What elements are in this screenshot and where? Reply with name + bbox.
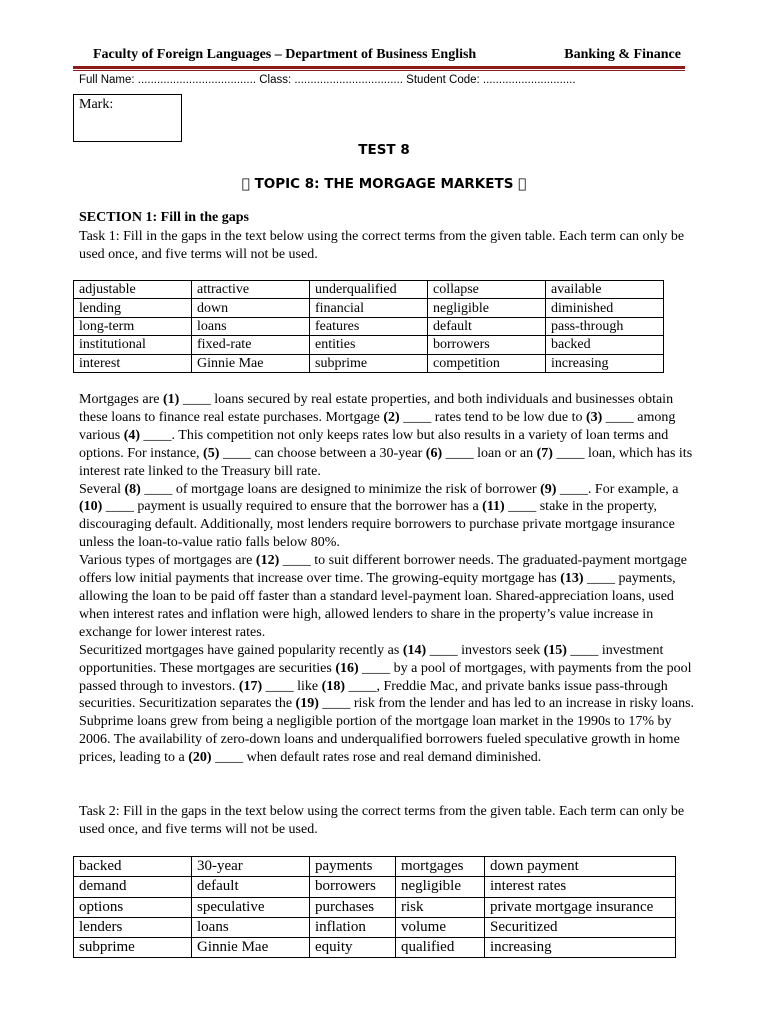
table-cell: speculative [192, 897, 310, 917]
table-cell: Securitized [485, 917, 676, 937]
table-row [74, 857, 676, 877]
gap-number: (12) [255, 553, 280, 569]
section-heading: SECTION 1: Fill in the gaps [79, 210, 249, 225]
table-cell: mortgages [396, 857, 485, 877]
passage-paragraph [79, 713, 695, 767]
passage-text: Several [79, 481, 125, 497]
gap-number: (16) [335, 660, 359, 676]
passage-paragraph [79, 481, 695, 553]
passage-paragraph [79, 642, 695, 714]
mark-box [73, 94, 182, 142]
table-cell: down [192, 299, 310, 317]
passage-text: ____ can choose between a 30-year [219, 445, 426, 461]
table-cell: interest [74, 354, 192, 372]
table-row [74, 299, 664, 317]
passage-text: Mortgages are [79, 392, 163, 407]
table-cell: fixed-rate [192, 336, 310, 354]
table-row [74, 917, 676, 937]
passage-text: ____ payment is usually required to ensure that the borrower has a [102, 499, 483, 515]
table-cell: lenders [74, 917, 192, 937]
gap-number: (15) [543, 642, 567, 658]
passage-text: Various types of mortgages are [79, 553, 256, 569]
table-row [74, 897, 676, 917]
student-info-line: Full Name: ..................................... Class: .................................. Student Code: ............................. [79, 74, 576, 86]
header-rule [73, 66, 685, 69]
table-cell: payments [310, 857, 396, 877]
task2-instructions: Task 2: Fill in the gaps in the text below using the correct terms from the given table. Each term can only be used once, and five terms will not be used. [79, 804, 685, 837]
passage-text: ____ among various [79, 409, 676, 443]
table-cell: pass-through [546, 317, 664, 335]
table-cell: competition [428, 354, 546, 372]
task1-terms-table [73, 280, 664, 373]
topic-title:   TOPIC 8: THE MORGAGE MARKETS   [241, 176, 527, 192]
passage-text: Subprime loans grew from being a negligible portion of the mortgage loan market in the 1990s to 17% by 2006. The availability of zero-down loans and underqualified borrowers fueled speculative growth in home prices, leading to a [79, 714, 680, 766]
table-cell: backed [74, 857, 192, 877]
table-cell: financial [310, 299, 428, 317]
table-cell: Ginnie Mae [192, 354, 310, 372]
gap-number: (19) [295, 696, 319, 712]
task1-passage [79, 391, 695, 767]
table-cell: inflation [310, 917, 396, 937]
table-cell: loans [192, 917, 310, 937]
table-cell: borrowers [310, 877, 396, 897]
gap-number: (6) [425, 445, 443, 461]
gap-number: (9) [540, 481, 557, 497]
passage-text: ____ of mortgage loans are designed to minimize the risk of borrower [140, 481, 541, 497]
passage-text: ____. For example, a [556, 481, 679, 497]
passage-text: ____ by a pool of mortgages, with payments from the pool passed through to investors. [79, 660, 692, 694]
table-row [74, 336, 664, 354]
table-cell: demand [74, 877, 192, 897]
table-cell: interest rates [485, 877, 676, 897]
table-row [74, 317, 664, 335]
passage-text: ____, Freddie Mac, and private banks issue pass-through securities. Securitization separates the [79, 678, 668, 712]
passage-text: ____ risk from the lender and has led to an increase in risky loans. [318, 696, 695, 712]
table-cell: features [310, 317, 428, 335]
table-cell: entities [310, 336, 428, 354]
header-department: Faculty of Foreign Languages – Department of Business English [93, 47, 477, 62]
passage-text: Securitized mortgages have gained popularity recently as [79, 642, 403, 658]
table-cell: volume [396, 917, 485, 937]
passage-text: ____ payments, allowing the loan to be paid off faster than a standard level-payment loan. Shared-appreciation loans, used when interest rates and inflation were high, allowed lenders to share in the property’s value increase in exchange for lower interest rates. [79, 571, 676, 640]
header-rule-thin [73, 70, 685, 71]
passage-text: ____ like [262, 678, 322, 694]
passage-paragraph [79, 552, 695, 642]
table-cell: negligible [396, 877, 485, 897]
table-cell: lending [74, 299, 192, 317]
table-row [74, 938, 676, 958]
table-cell: negligible [428, 299, 546, 317]
table-cell: Ginnie Mae [192, 938, 310, 958]
table-cell: increasing [546, 354, 664, 372]
header-subject: Banking & Finance [564, 47, 681, 62]
gap-number: (2) [383, 409, 400, 425]
table-cell: qualified [396, 938, 485, 958]
table-cell: borrowers [428, 336, 546, 354]
passage-text: ____ loans secured by real estate properties, and both individuals and businesses obtain these loans to finance real estate purchases. Mortgage [79, 392, 674, 425]
table-cell: down payment [485, 857, 676, 877]
table-row [74, 281, 664, 299]
task2-terms-table [73, 856, 676, 958]
passage-text: ____ investors seek [426, 642, 544, 658]
gap-number: (14) [402, 642, 427, 658]
gap-number: (7) [536, 445, 553, 461]
mark-label: Mark: [79, 97, 114, 112]
table-cell: purchases [310, 897, 396, 917]
table-cell: long-term [74, 317, 192, 335]
table-cell: default [428, 317, 546, 335]
table-cell: diminished [546, 299, 664, 317]
passage-text: ____ to suit different borrower needs. The graduated-payment mortgage offers low initial payments that increase over time. The growing-equity mortgage has [79, 553, 687, 587]
table-cell: increasing [485, 938, 676, 958]
passage-text: ____ loan or an [442, 445, 537, 461]
table-cell: risk [396, 897, 485, 917]
table-cell: institutional [74, 336, 192, 354]
table-row [74, 354, 664, 372]
passage-text: ____ stake in the property, discouraging default. Additionally, most lenders require borrowers to purchase private mortgage insurance unless the loan-to-value ratio falls below 80%. [79, 499, 675, 551]
passage-text: ____. This competition not only keeps rates low but also results in a variety of loan terms and options. For instance, [79, 427, 669, 461]
table-cell: subprime [74, 938, 192, 958]
table-cell: private mortgage insurance [485, 897, 676, 917]
task1-instructions: Task 1: Fill in the gaps in the text below using the correct terms from the given table. Each term can only be used once, and five terms will not be used. [79, 229, 685, 262]
table-cell: loans [192, 317, 310, 335]
gap-number: (18) [321, 678, 345, 694]
gap-number: (8) [124, 481, 141, 497]
passage-text: ____ loan, which has its interest rate linked to the Treasury bill rate. [79, 445, 693, 479]
passage-text: ____ when default rates rose and real demand diminished. [211, 750, 542, 766]
table-cell: backed [546, 336, 664, 354]
gap-number: (13) [560, 571, 584, 587]
table-cell: options [74, 897, 192, 917]
table-cell: default [192, 877, 310, 897]
table-cell: available [546, 281, 664, 299]
table-cell: 30-year [192, 857, 310, 877]
table-cell: attractive [192, 281, 310, 299]
passage-paragraph [79, 391, 695, 481]
gap-number: (5) [203, 445, 220, 461]
passage-text: ____ investment opportunities. These mortgages are securities [79, 642, 664, 676]
gap-number: (17) [238, 678, 263, 694]
gap-number: (1) [162, 392, 180, 407]
passage-text: ____ rates tend to be low due to [399, 409, 586, 425]
test-title: TEST 8 [358, 142, 410, 158]
table-row [74, 877, 676, 897]
gap-number: (20) [188, 750, 212, 766]
gap-number: (4) [123, 427, 141, 443]
gap-number: (11) [482, 499, 505, 515]
gap-number: (10) [79, 499, 103, 515]
table-cell: underqualified [310, 281, 428, 299]
gap-number: (3) [585, 409, 603, 425]
table-cell: equity [310, 938, 396, 958]
table-cell: collapse [428, 281, 546, 299]
table-cell: subprime [310, 354, 428, 372]
table-cell: adjustable [74, 281, 192, 299]
